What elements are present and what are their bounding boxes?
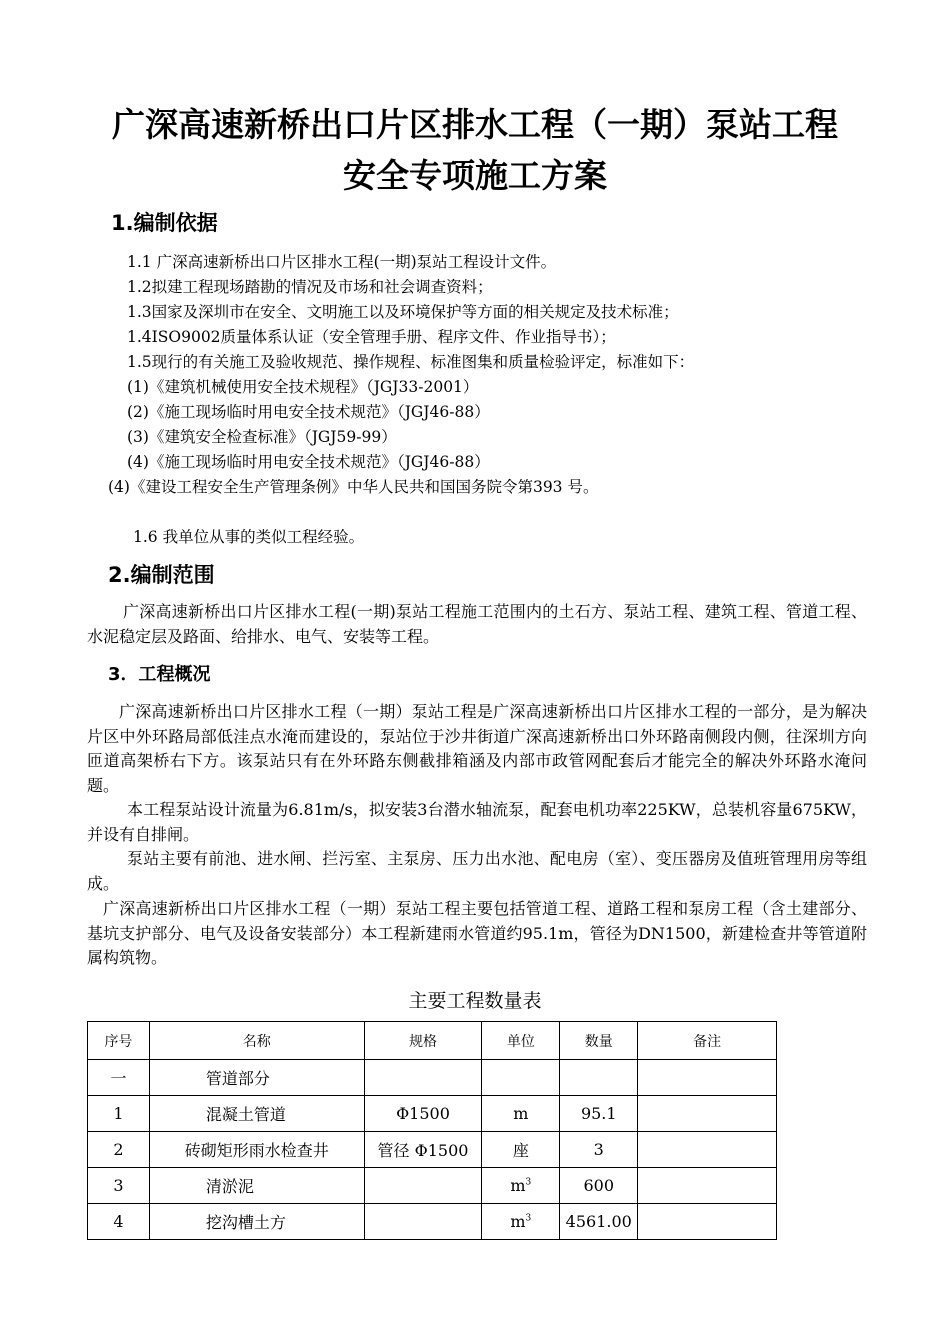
cell-no: 4 (88, 1204, 150, 1240)
overview-paragraph: 本工程泵站设计流量为6.81m/s，拟安装3台潜水轴流泵，配套电机功率225KW，总装机容量675KW，并设有自排闸。 (87, 800, 867, 844)
overview-paragraph: 广深高速新桥出口片区排水工程（一期）泵站工程是广深高速新桥出口片区排水工程的一部分，是为解决片区中外环路局部低洼点水淹而建设的，泵站位于沙井街道广深高速新桥出口外环路南侧段内侧，往深圳方向匝道高架桥右下方。该泵站只有在外环路东侧截排箱涵及内部市政管网配套后才能完全的解决外环路水淹问题。 (87, 702, 867, 795)
header-qty: 数量 (560, 1022, 638, 1060)
header-spec: 规格 (364, 1022, 482, 1060)
scope-paragraph: 广深高速新桥出口片区排水工程(一期)泵站工程施工范围内的土石方、泵站工程、建筑工程、管道工程、水泥稳定层及路面、给排水、电气、安装等工程。 (87, 602, 867, 646)
cell-qty: 3 (560, 1132, 638, 1168)
basis-item: 1.2拟建工程现场踏勘的情况及市场和社会调查资料； (127, 278, 493, 296)
header-unit: 单位 (482, 1022, 560, 1060)
cell-unit (482, 1204, 560, 1240)
cell-no: 一 (88, 1060, 150, 1096)
cell-note (638, 1132, 777, 1168)
cell-no: 3 (88, 1168, 150, 1204)
cell-qty: 95.1 (560, 1096, 638, 1132)
cell-name: 管道部分 (149, 1060, 364, 1096)
page-title-line-1: 广深高速新桥出口片区排水工程（一期）泵站工程 (112, 105, 838, 144)
header-name: 名称 (149, 1022, 364, 1060)
cell-no: 1 (88, 1096, 150, 1132)
standard-item: (2)《施工现场临时用电安全技术规范》（JGJ46-88） (127, 403, 490, 421)
cell-name: 挖沟槽土方 (149, 1204, 364, 1240)
standard-item: (4)《施工现场临时用电安全技术规范》（JGJ46-88） (127, 453, 490, 471)
basis-item: 1.6 我单位从事的类似工程经验。 (133, 528, 365, 546)
cell-spec (364, 1060, 482, 1096)
cell-name: 混凝土管道 (149, 1096, 364, 1132)
basis-item: 1.4ISO9002质量体系认证（安全管理手册、程序文件、作业指导书）； (127, 328, 616, 346)
header-note: 备注 (638, 1022, 777, 1060)
cell-spec: 管径 Φ1500 (364, 1132, 482, 1168)
cell-qty: 600 (560, 1168, 638, 1204)
cell-spec (364, 1168, 482, 1204)
cell-spec: Φ1500 (364, 1096, 482, 1132)
cell-no: 2 (88, 1132, 150, 1168)
section-2-heading: 2.编制范围 (108, 563, 215, 587)
cell-unit: m (482, 1096, 560, 1132)
cell-name: 砖砌矩形雨水检查井 (149, 1132, 364, 1168)
basis-item: 1.5现行的有关施工及验收规范、操作规程、标准图集和质量检验评定，标准如下： (127, 353, 695, 371)
cell-note (638, 1060, 777, 1096)
table-header-row (88, 1022, 777, 1060)
basis-item: 1.1 广深高速新桥出口片区排水工程(一期)泵站工程设计文件。 (127, 253, 557, 271)
table-row (88, 1060, 777, 1096)
standard-item: (3)《建筑安全检查标准》（JGJ59-99） (127, 428, 397, 446)
cell-note (638, 1096, 777, 1132)
section-3-heading: 3．工程概况 (108, 664, 211, 685)
table-caption: 主要工程数量表 (408, 990, 542, 1012)
unit-text: m (510, 1176, 526, 1195)
cell-qty (560, 1060, 638, 1096)
basis-item: 1.3国家及深圳市在安全、文明施工以及环境保护等方面的相关规定及技术标准； (127, 303, 679, 321)
cell-unit (482, 1168, 560, 1204)
cell-qty: 4561.00 (560, 1204, 638, 1240)
cell-unit: 座 (482, 1132, 560, 1168)
overview-paragraph: 泵站主要有前池、进水闸、拦污室、主泵房、压力出水池、配电房（室）、变压器房及值班管理用房等组成。 (87, 849, 867, 893)
section-1-heading: 1.编制依据 (111, 211, 218, 235)
table-row (88, 1096, 777, 1132)
unit-text: m (510, 1212, 526, 1231)
cell-note (638, 1204, 777, 1240)
table-row (88, 1168, 777, 1204)
cell-spec (364, 1204, 482, 1240)
unit-superscript: 3 (525, 1213, 532, 1224)
header-no: 序号 (88, 1022, 150, 1060)
quantity-table (87, 1021, 777, 1240)
cell-note (638, 1168, 777, 1204)
table-row (88, 1204, 777, 1240)
table-row (88, 1132, 777, 1168)
standard-item: (1)《建筑机械使用安全技术规程》（JGJ33-2001） (127, 378, 479, 396)
overview-paragraph: 广深高速新桥出口片区排水工程（一期）泵站工程主要包括管道工程、道路工程和泵房工程（含土建部分、基坑支护部分、电气及设备安装部分）本工程新建雨水管道约95.1m，管径为DN1500，新建检查井等管道附属构筑物。 (87, 899, 867, 967)
cell-unit (482, 1060, 560, 1096)
page-title-line-2: 安全专项施工方案 (343, 156, 607, 195)
standard-item: (4)《建设工程安全生产管理条例》中华人民共和国国务院令第393 号。 (108, 478, 599, 496)
unit-superscript: 3 (525, 1177, 532, 1188)
cell-name: 清淤泥 (149, 1168, 364, 1204)
